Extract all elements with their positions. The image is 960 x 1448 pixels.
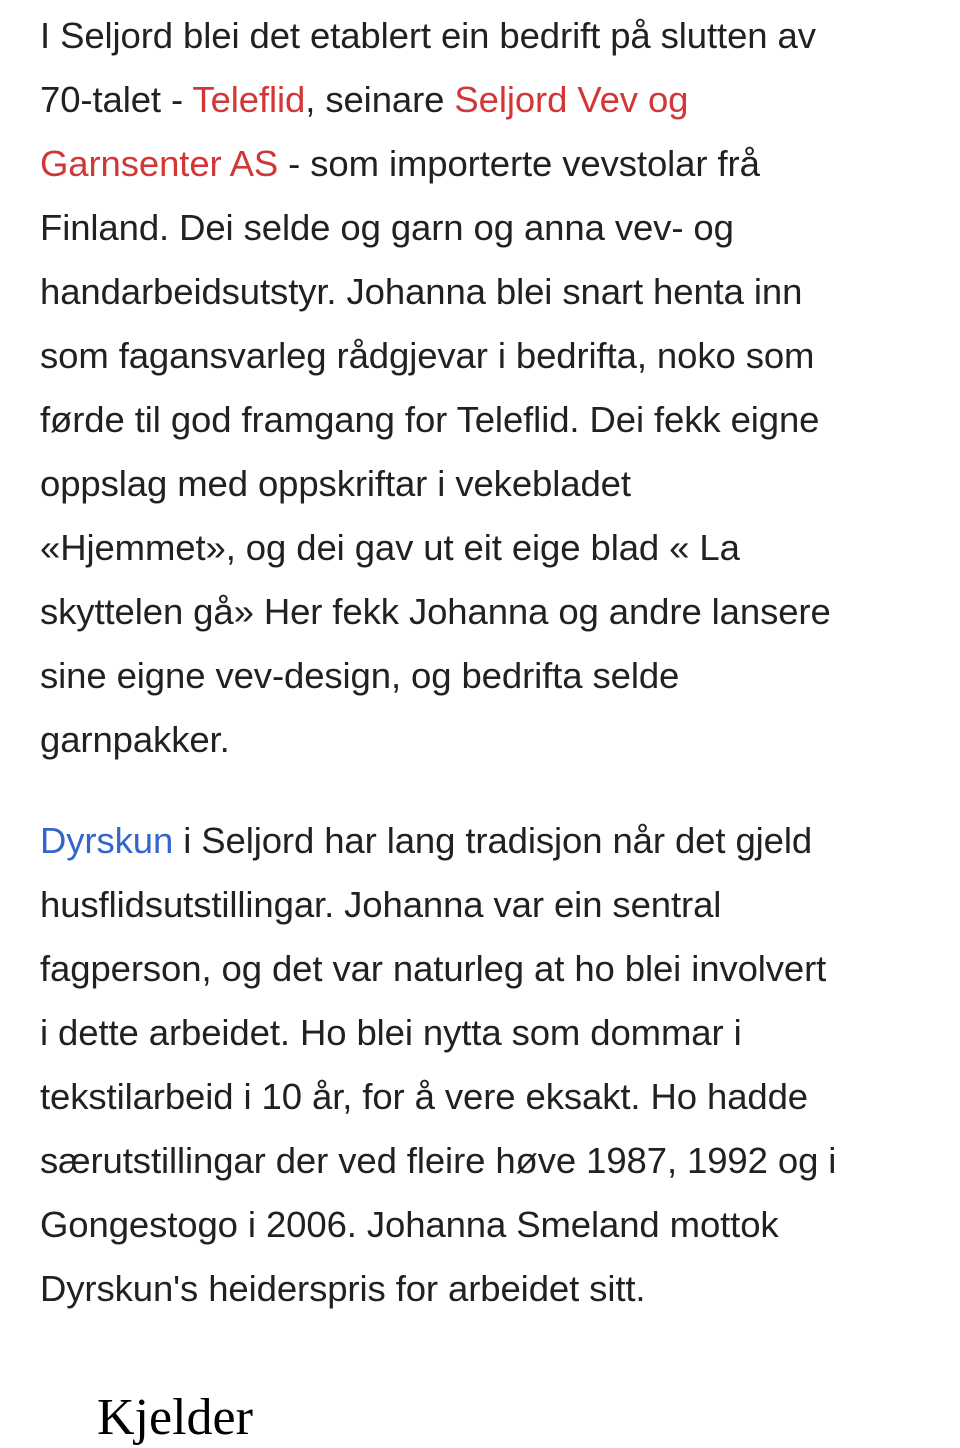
section-heading-kjelder[interactable]: Kjelder <box>97 1389 253 1446</box>
text-line: sine eigne vev-design, og bedrifta selde <box>40 655 680 696</box>
text-line <box>40 809 920 873</box>
paragraph-teleflid <box>40 4 920 772</box>
text-line <box>40 132 920 196</box>
text-line: garnpakker. <box>40 719 230 760</box>
text-line: særutstillingar der ved fleire høve 1987, 1992 og i <box>40 1140 837 1181</box>
text-line: førde til god framgang for Teleflid. Dei fekk eigne <box>40 399 820 440</box>
link-seljord-vev-og-garnsenter-part2[interactable]: Garnsenter AS <box>40 143 279 184</box>
text-line: tekstilarbeid i 10 år, for å vere eksakt. Ho hadde <box>40 1076 809 1117</box>
text-line: som fagansvarleg rådgjevar i bedrifta, noko som <box>40 335 815 376</box>
text-line: Finland. Dei selde og garn og anna vev- og <box>40 207 734 248</box>
text-fragment: - som importerte vevstolar frå <box>278 143 760 184</box>
link-teleflid[interactable]: Teleflid <box>192 79 306 120</box>
link-seljord-vev-og-garnsenter-part1[interactable]: Seljord Vev og <box>454 79 689 120</box>
text-line: I Seljord blei det etablert ein bedrift på slutten av <box>40 15 816 56</box>
text-line: fagperson, og det var naturleg at ho blei involvert <box>40 948 827 989</box>
text-line: i dette arbeidet. Ho blei nytta som dommar i <box>40 1012 742 1053</box>
text-line: Dyrskun's heiderspris for arbeidet sitt. <box>40 1268 646 1309</box>
text-line <box>40 68 920 132</box>
link-dyrskun[interactable]: Dyrskun <box>40 820 174 861</box>
text-fragment: 70-talet - <box>40 79 193 120</box>
text-line: oppslag med oppskriftar i vekebladet <box>40 463 631 504</box>
text-fragment: , seinare <box>305 79 455 120</box>
text-line: handarbeidsutstyr. Johanna blei snart henta inn <box>40 271 803 312</box>
text-line: skyttelen gå» Her fekk Johanna og andre lansere <box>40 591 831 632</box>
text-fragment: i Seljord har lang tradisjon når det gjeld <box>173 820 813 861</box>
text-line: «Hjemmet», og dei gav ut eit eige blad « La <box>40 527 740 568</box>
paragraph-dyrskun <box>40 809 920 1321</box>
text-line: Gongestogo i 2006. Johanna Smeland mottok <box>40 1204 779 1245</box>
text-line: husflidsutstillingar. Johanna var ein sentral <box>40 884 722 925</box>
